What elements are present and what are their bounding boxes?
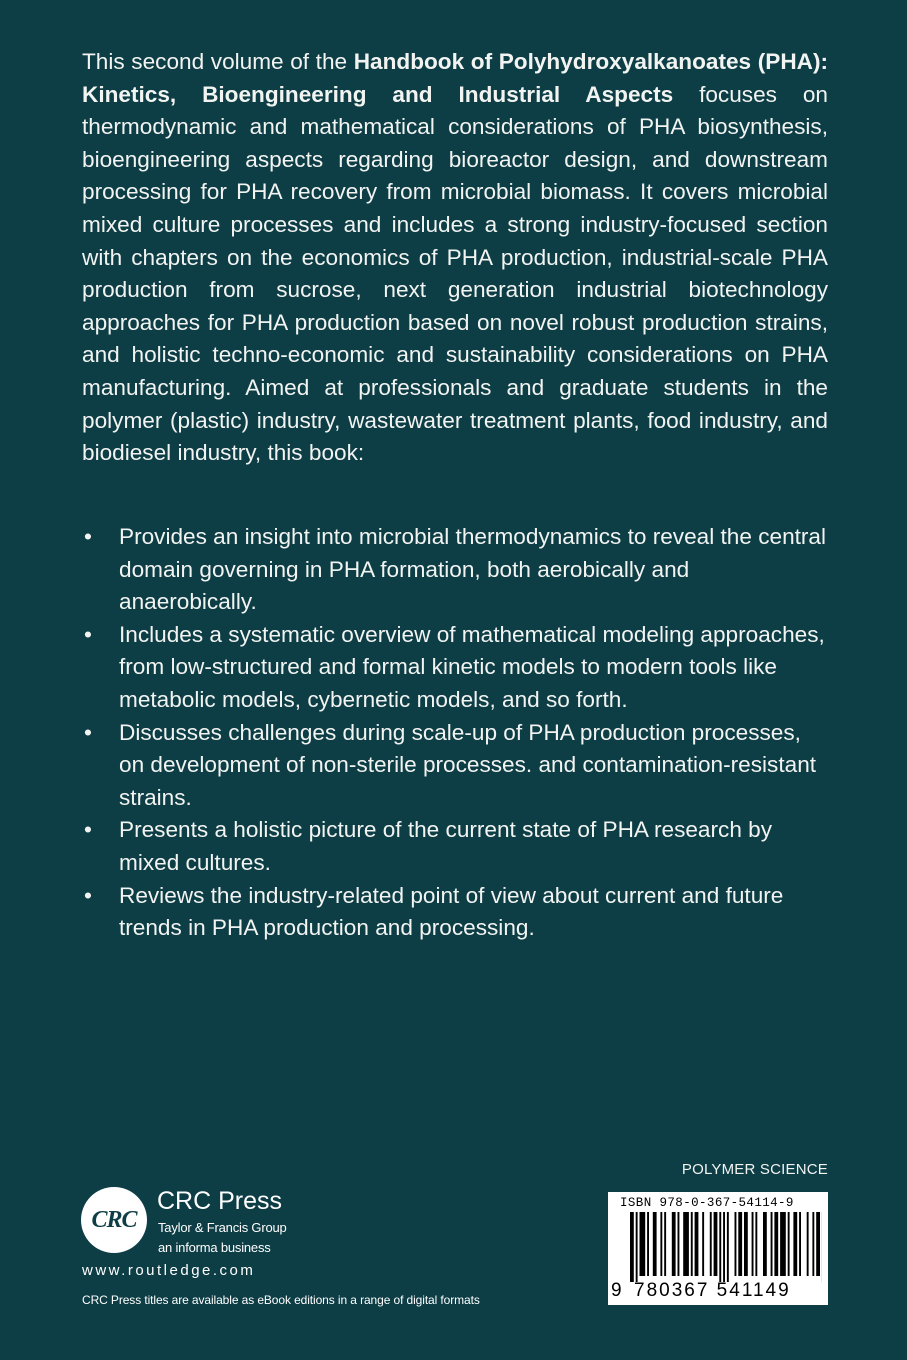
publisher-group: Taylor & Francis Group [158,1220,287,1235]
publisher-informa: an informa business [158,1240,271,1255]
barcode-bar [752,1212,754,1276]
barcode-bar [672,1212,676,1276]
list-item-text: Reviews the industry-related point of view about current and future trends in PHA production and processing. [119,882,784,941]
subject-category: POLYMER SCIENCE [681,1161,828,1178]
isbn-barcode [608,1192,828,1305]
barcode-bar [735,1212,737,1276]
barcode-bar [683,1212,689,1276]
barcode-bar [774,1212,778,1276]
barcode-bar [660,1212,662,1276]
barcode-bar [691,1212,693,1276]
barcode-bar [710,1212,712,1276]
crc-logo-icon [81,1187,147,1253]
list-item-text: Includes a systematic overview of mathematical modeling approaches, from low-structured and formal kinetic models to modern tools like metabolic models, cybernetic models, and so forth. [119,621,825,712]
publisher-name: CRC Press [157,1187,283,1215]
bullet-icon: • [84,524,92,549]
barcode-bar [678,1212,680,1276]
ean-digits: 780367 541149 [634,1280,791,1301]
barcode-bar [636,1212,638,1282]
description-paragraph [82,46,828,470]
barcode-bar [653,1212,657,1276]
list-item [82,717,828,815]
bullet-icon: • [84,882,92,908]
barcode-bar [714,1212,718,1276]
description-body: focuses on thermodynamic and mathematical considerations of PHA biosynthesis, bioengineering aspects regarding bioreactor design, and downstream processing for PHA recovery from microbial biomass. It covers microbial mixed culture processes and includes a strong industry-focused section with chapters on the economics of PHA production, industrial-scale PHA production from sucrose, next generation industrial biotechnology approaches for PHA production based on novel robust production strains, and holistic techno-economic and sustainability considerations on PHA manufacturing. Aimed at professionals and graduate students in the polymer (plastic) industry, wastewater treatment plants, food industry, and biodiesel industry, this book: [82,81,828,466]
barcode-bar [793,1212,797,1276]
list-item [82,880,828,945]
list-item-text: Discusses challenges during scale-up of PHA production processes, on development of non-sterile processes. and contamination-resistant strains. [119,719,817,810]
barcode-bar [755,1212,757,1276]
list-item-text: Provides an insight into microbial thermodynamics to reveal the central domain governing in PHA formation, both aerobically and anaerobically. [119,524,827,615]
barcode-bar [702,1212,704,1276]
list-item [82,619,828,717]
barcode-bar [640,1212,646,1276]
barcode-bar [664,1212,666,1276]
barcode-bar [807,1212,809,1276]
barcode-bar [744,1212,748,1276]
barcode-bar [780,1212,786,1276]
barcode-bar [738,1212,742,1276]
barcode-bar [630,1212,634,1282]
ean-first-digit: 9 [611,1280,622,1301]
barcode-bar [695,1212,699,1276]
list-item [82,814,828,879]
barcode-bar [763,1212,767,1276]
barcode-bar [788,1212,790,1276]
barcode-bar [719,1212,721,1282]
bullet-icon: • [84,719,92,745]
list-item [82,521,828,619]
barcode-bar [723,1212,725,1282]
description-intro: This second volume of the [82,49,354,74]
publisher-website: www.routledge.com [82,1262,256,1279]
barcode-bar [799,1212,801,1276]
barcode-bar [812,1212,814,1276]
barcode-bars [630,1212,822,1282]
barcode-bar [816,1212,820,1276]
barcode-bar [727,1212,729,1282]
book-title: Handbook of Polyhydroxyalkanoates (PHA): Kinetics, Bioengineering and Industrial Aspects [82,49,828,107]
barcode-bar [771,1212,773,1276]
isbn-label: ISBN 978-0-367-54114-9 [620,1196,794,1210]
list-item-text: Presents a holistic picture of the current state of PHA research by mixed cultures. [119,817,773,875]
logo-text: CRC [91,1207,137,1233]
bullet-icon: • [84,621,92,647]
ebook-note: CRC Press titles are available as eBook editions in a range of digital formats [82,1293,480,1307]
bullet-icon: • [84,817,92,843]
feature-list [82,521,828,945]
barcode-bar [647,1212,649,1276]
